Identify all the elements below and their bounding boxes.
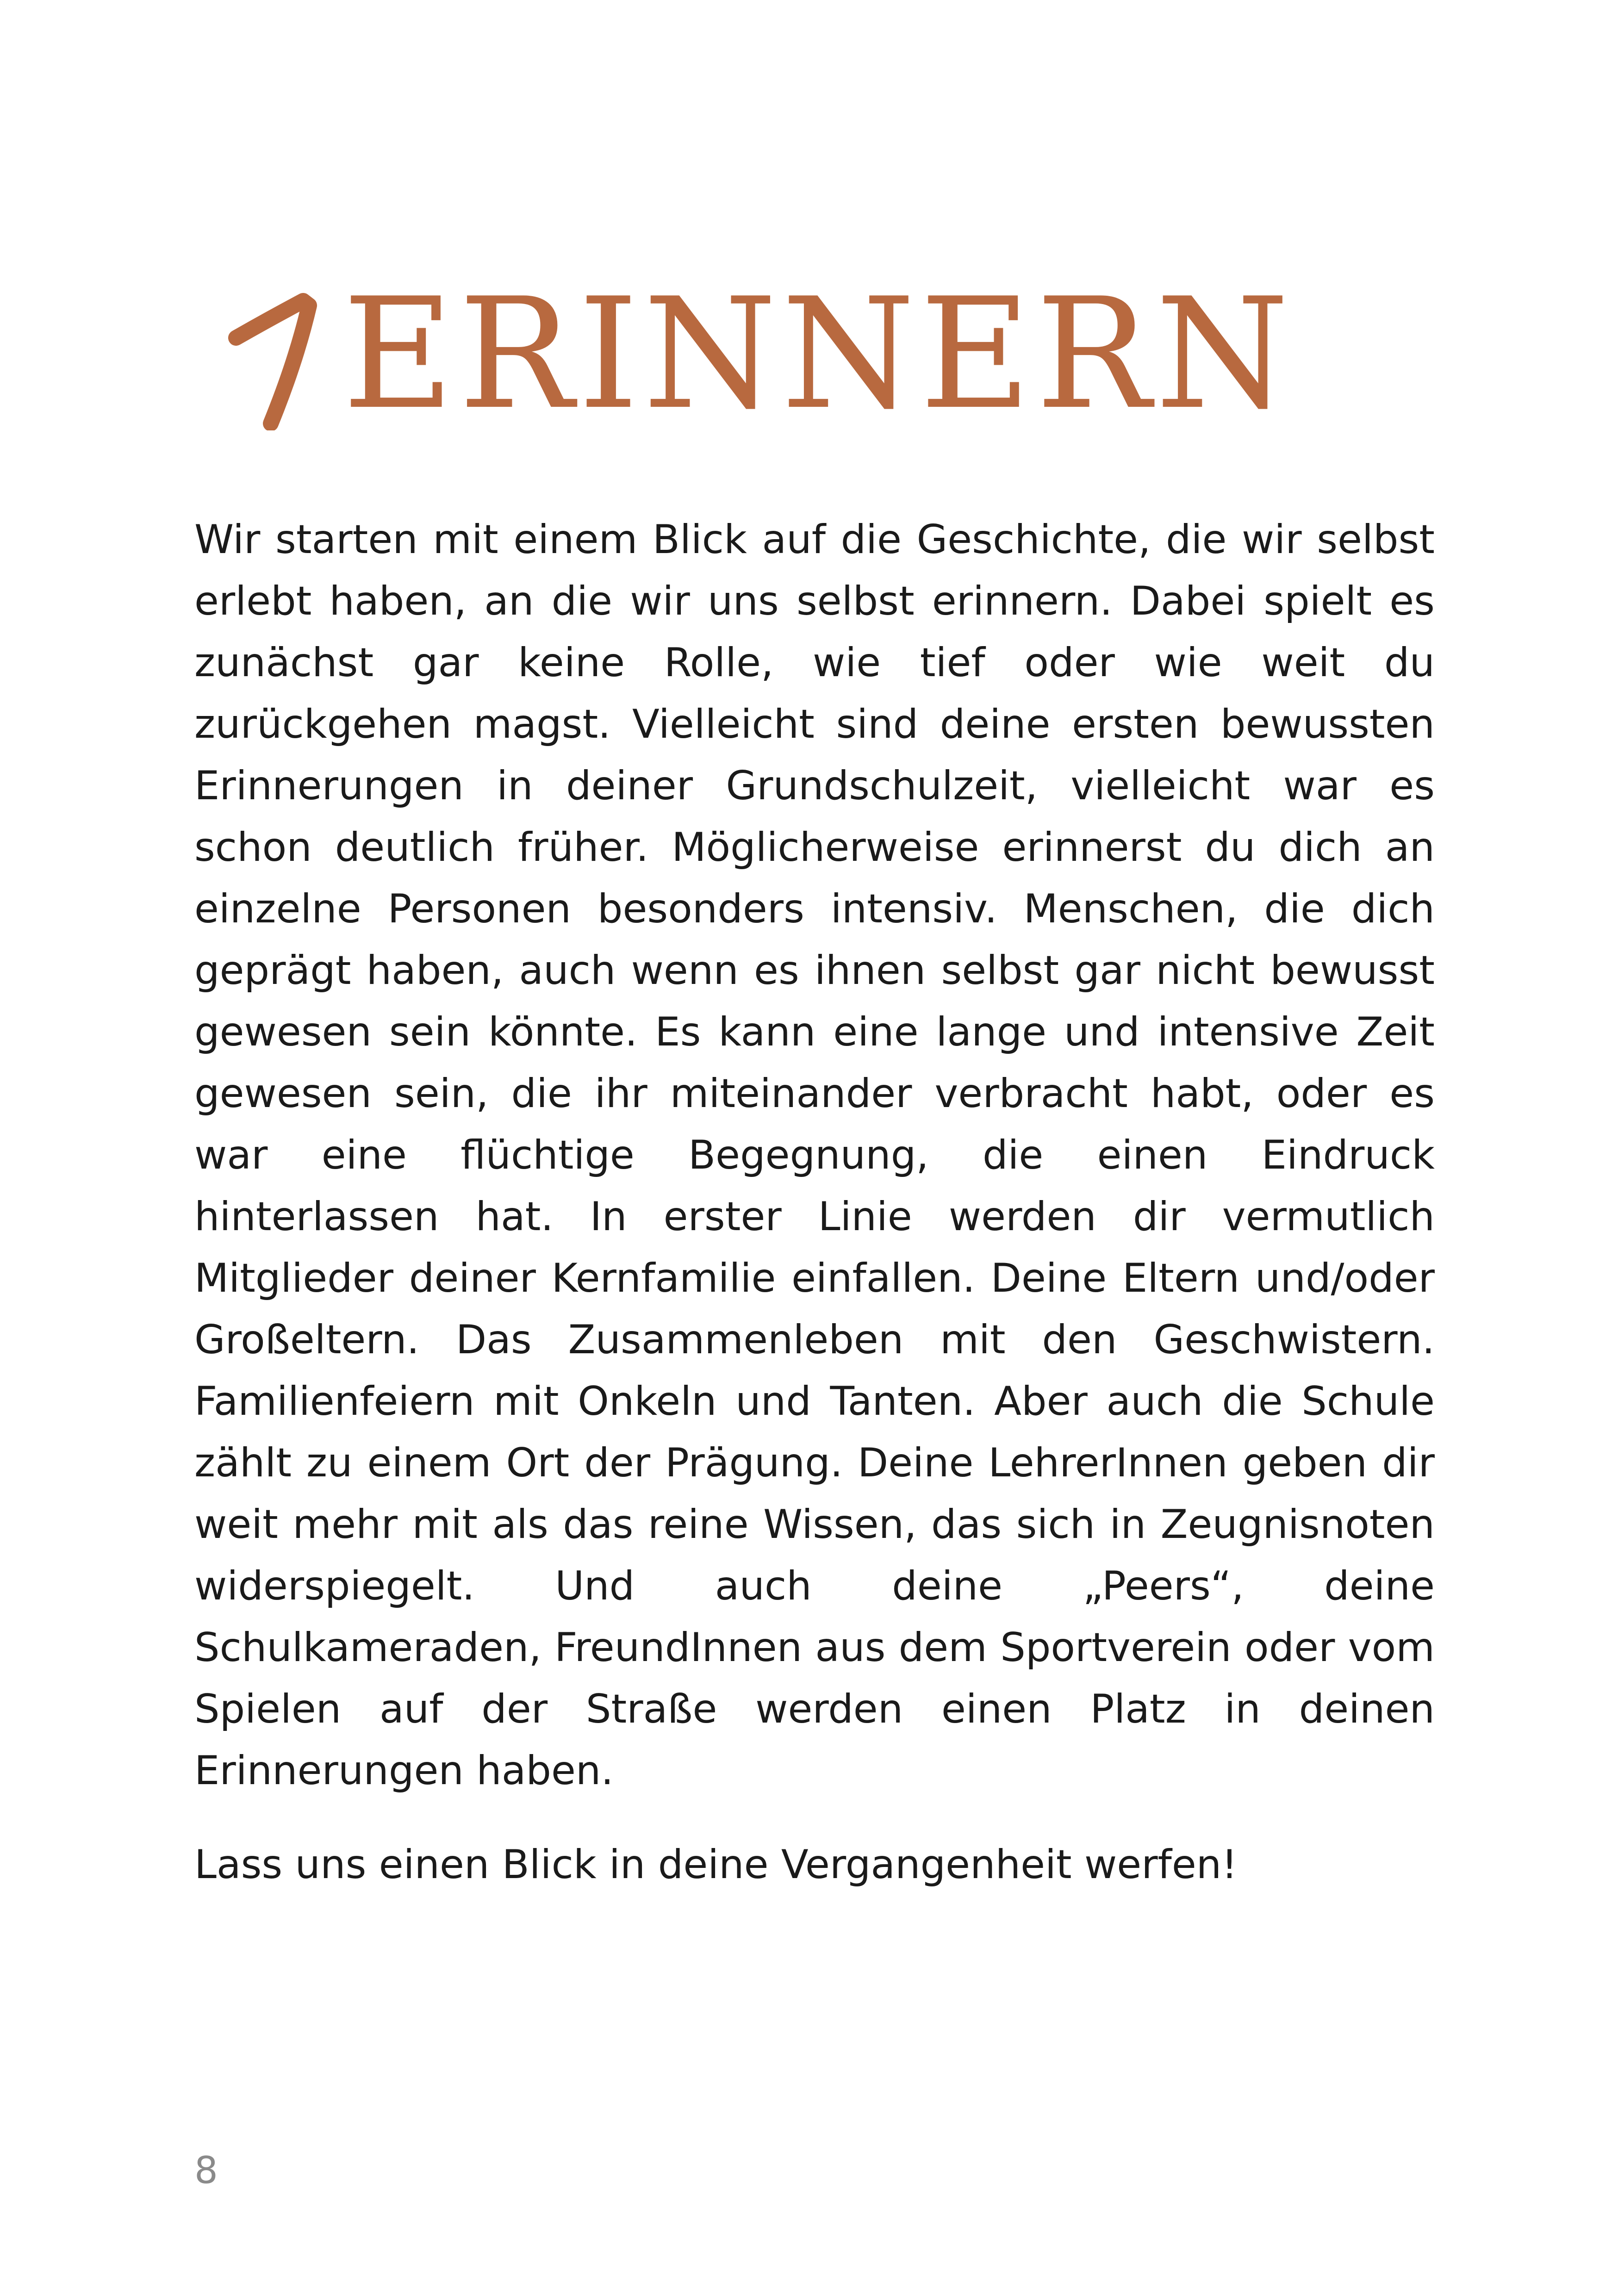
paragraph-main: Wir starten mit einem Blick auf die Geschichte, die wir selbst erlebt haben, an die wir uns selbst erinnern. Dabei spielt es zunächst gar keine Rolle, wie tief oder wie weit du zurückgehen magst. Vielleicht sind deine ersten bewussten Erinnerungen in deiner Grundschulzeit, vielleicht war es schon deutlich früher. Möglicherweise erinnerst du dich an einzelne Personen besonders intensiv. Menschen, die dich geprägt haben, auch wenn es ihnen selbst gar nicht bewusst gewesen sein könnte. Es kann eine lange und intensive Zeit gewesen sein, die ihr miteinander verbracht habt, oder es war eine flüchtige Begegnung, die einen Eindruck hinterlassen hat. In erster Linie werden dir vermutlich Mitglieder deiner Kernfamilie einfallen. Deine Eltern und/oder Großeltern. Das Zusammenleben mit den Geschwistern. Familienfeiern mit Onkeln und Tanten. Aber auch die Schule zählt zu einem Ort der Prägung. Deine LehrerInnen geben dir weit mehr mit als das reine Wissen, das sich in Zeugnisnoten widerspiegelt. Und auch deine „Peers“, deine Schulkameraden, FreundInnen aus dem Sportverein oder vom Spielen auf der Straße werden einen Platz in deinen Erinnerungen haben.: [194, 516, 1435, 1794]
chapter-title: ERINNERN: [342, 265, 1294, 443]
chapter-number-brush-icon: [227, 292, 324, 430]
paragraph-closing: Lass uns einen Blick in deine Vergangenheit werfen!: [194, 1842, 1238, 1888]
page-number: 8: [194, 2149, 218, 2192]
body-text: [194, 509, 1435, 1896]
chapter-number: [227, 292, 324, 430]
chapter-heading: [227, 265, 1294, 444]
